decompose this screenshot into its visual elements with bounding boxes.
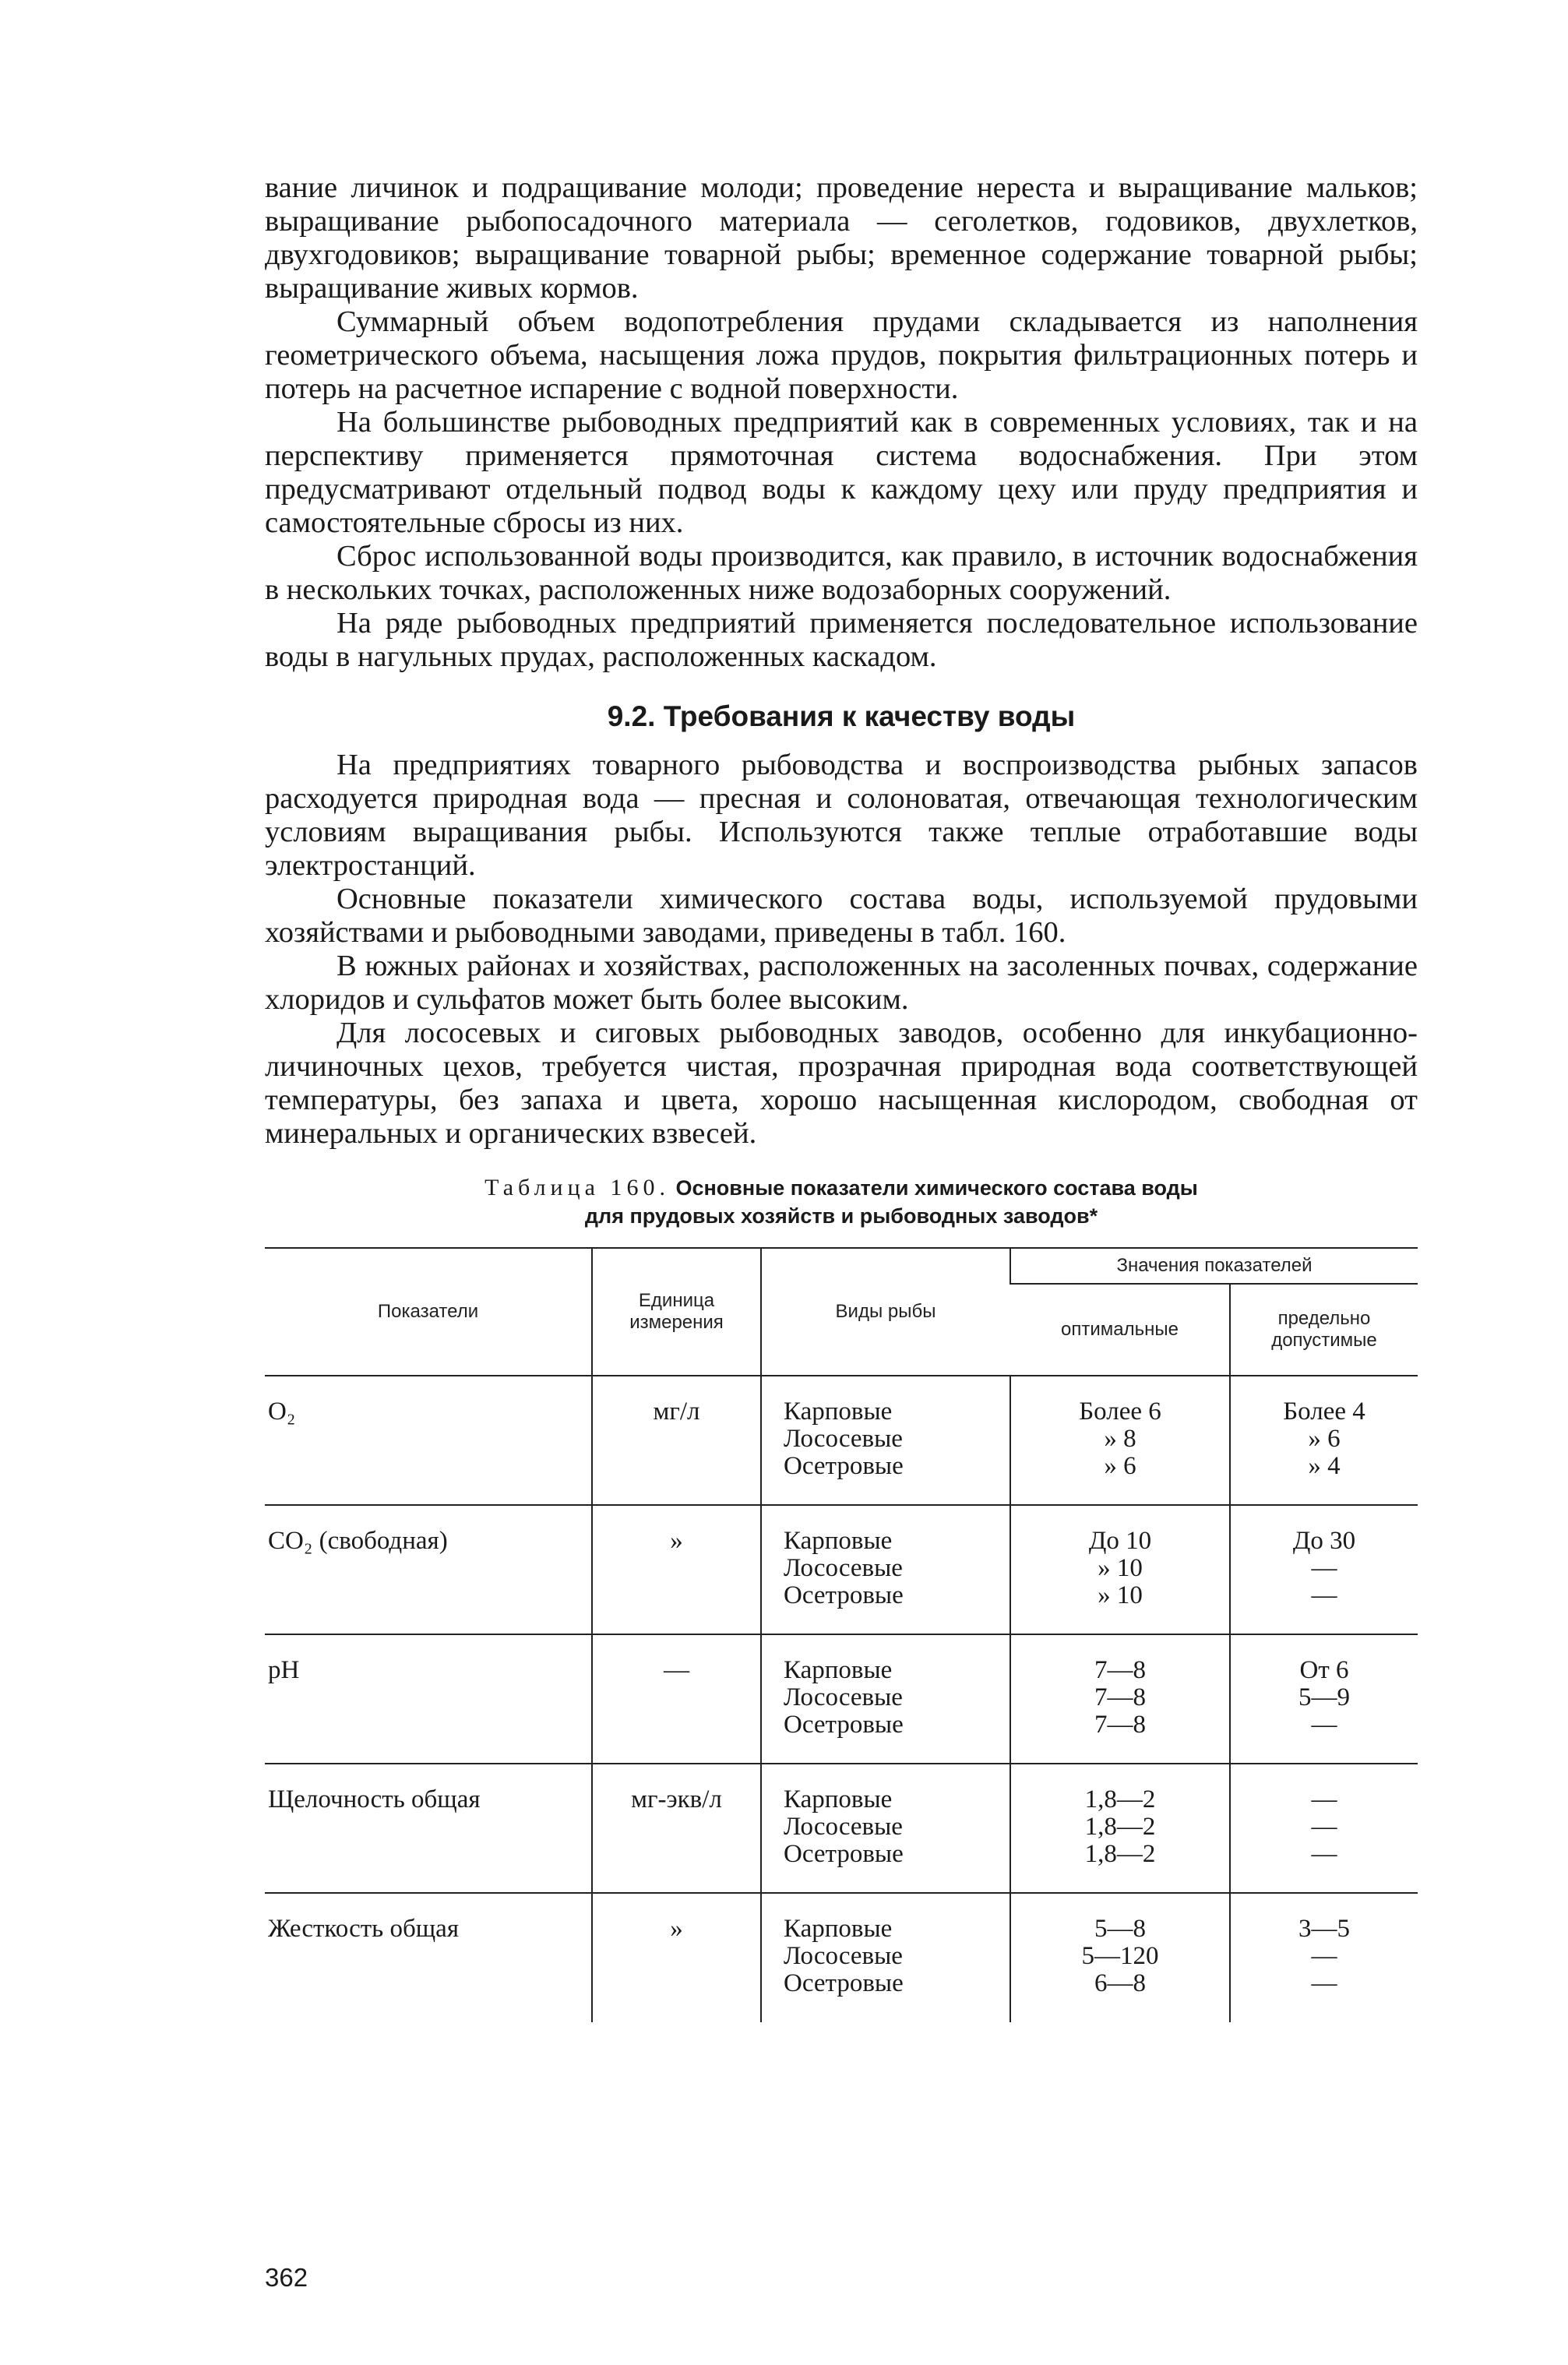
cell-unit: — [592,1634,761,1764]
table-row [265,1893,1418,2022]
section-title: 9.2. Требования к качеству воды [607,700,1076,732]
paragraph: вание личинок и подращивание молоди; проведение нереста и выращивание мальков; выращивание рыбопосадочного материала — сеголетков, годовиков, двухлетков, двухгодовиков; выращивание товарной рыбы; временное содержание товарной рыбы; выращивание живых кормов. [265,171,1418,305]
table-row [265,1376,1418,1505]
cell-unit: мг/л [592,1376,761,1505]
cell-optimal: 1,8—2 1,8—2 1,8—2 [1010,1764,1230,1893]
cell-fish: Карповые Лососевые Осетровые [761,1376,1010,1505]
paragraph: На большинстве рыбоводных предприятий как в современных условиях, так и на перспективу применяется прямоточная система водоснабжения. При этом предусматривают отдельный подвод воды к каждому цеху или пруду предприятия и самостоятельные сбросы из них. [265,406,1418,539]
table-row [265,1634,1418,1764]
cell-indicator: pH [265,1634,592,1764]
top-text [265,171,1418,674]
paragraph: На предприятиях товарного рыбоводства и воспроизводства рыбных запасов расходуется природная вода — пресная и солоноватая, отвечающая технологическим условиям выращивания рыбы. Используются также теплые отработавшие воды электростанций. [265,749,1418,882]
water-quality-table [265,1247,1418,2022]
header-indicator: Показатели [265,1248,592,1376]
header-fish: Виды рыбы [761,1248,1010,1376]
cell-fish: Карповые Лососевые Осетровые [761,1764,1010,1893]
paragraph: В южных районах и хозяйствах, расположенных на засоленных почвах, содержание хлоридов и сульфатов может быть более высоким. [265,950,1418,1016]
table-title-line1: Основные показатели химического состава воды [675,1176,1198,1200]
cell-optimal: 7—8 7—8 7—8 [1010,1634,1230,1764]
header-values: Значения показателей [1010,1248,1418,1284]
section-text [265,749,1418,1151]
cell-limit: — — — [1230,1764,1418,1893]
table-label: Таблица 160. [484,1175,670,1200]
cell-indicator: CO₂ (свободная) [265,1505,592,1634]
paragraph: Суммарный объем водопотребления прудами складывается из наполнения геометрического объема, насыщения ложа прудов, покрытия фильтрационных потерь и потерь на расчетное испарение с водной поверхности. [265,305,1418,405]
cell-optimal: Более 6 » 8 » 6 [1010,1376,1230,1505]
cell-limit: До 30 — — [1230,1505,1418,1634]
cell-unit: мг-экв/л [592,1764,761,1893]
cell-fish: Карповые Лососевые Осетровые [761,1634,1010,1764]
table-row [265,1764,1418,1893]
cell-limit: От 6 5—9 — [1230,1634,1418,1764]
cell-limit: 3—5 — — [1230,1893,1418,2022]
cell-fish: Карповые Лососевые Осетровые [761,1505,1010,1634]
cell-optimal: До 10 » 10 » 10 [1010,1505,1230,1634]
cell-indicator: Жесткость общая [265,1893,592,2022]
page-number: 362 [265,2263,308,2292]
paragraph: Для лососевых и сиговых рыбоводных заводов, особенно для инкубационно-личиночных цехов, требуется чистая, прозрачная природная вода соответствующей температуры, без запаха и цвета, хорошо насыщенная кислородом, свободная от минеральных и органических взвесей. [265,1017,1418,1150]
paragraph: На ряде рыбоводных предприятий применяется последовательное использование воды в нагульных прудах, расположенных каскадом. [265,607,1418,673]
cell-fish: Карповые Лососевые Осетровые [761,1893,1010,2022]
header-unit: Единица измерения [592,1248,761,1376]
table-row [265,1505,1418,1634]
table-caption [265,1174,1418,1230]
cell-limit: Более 4 » 6 » 4 [1230,1376,1418,1505]
paragraph: Основные показатели химического состава воды, используемой прудовыми хозяйствами и рыбоводными заводами, приведены в табл. 160. [265,883,1418,949]
cell-indicator: O₂ [268,1398,296,1426]
table-title-line2: для прудовых хозяйств и рыбоводных заводов* [584,1204,1098,1228]
header-optimal: оптимальные [1010,1284,1230,1376]
paragraph: Сброс использованной воды производится, как правило, в источник водоснабжения в нескольких точках, расположенных ниже водозаборных сооружений. [265,540,1418,606]
cell-optimal: 5—8 5—120 6—8 [1010,1893,1230,2022]
header-limit: предельно допустимые [1230,1284,1418,1376]
cell-unit: » [592,1505,761,1634]
cell-indicator: Щелочность общая [265,1764,592,1893]
page-body [265,171,1418,2022]
cell-unit: » [592,1893,761,2022]
